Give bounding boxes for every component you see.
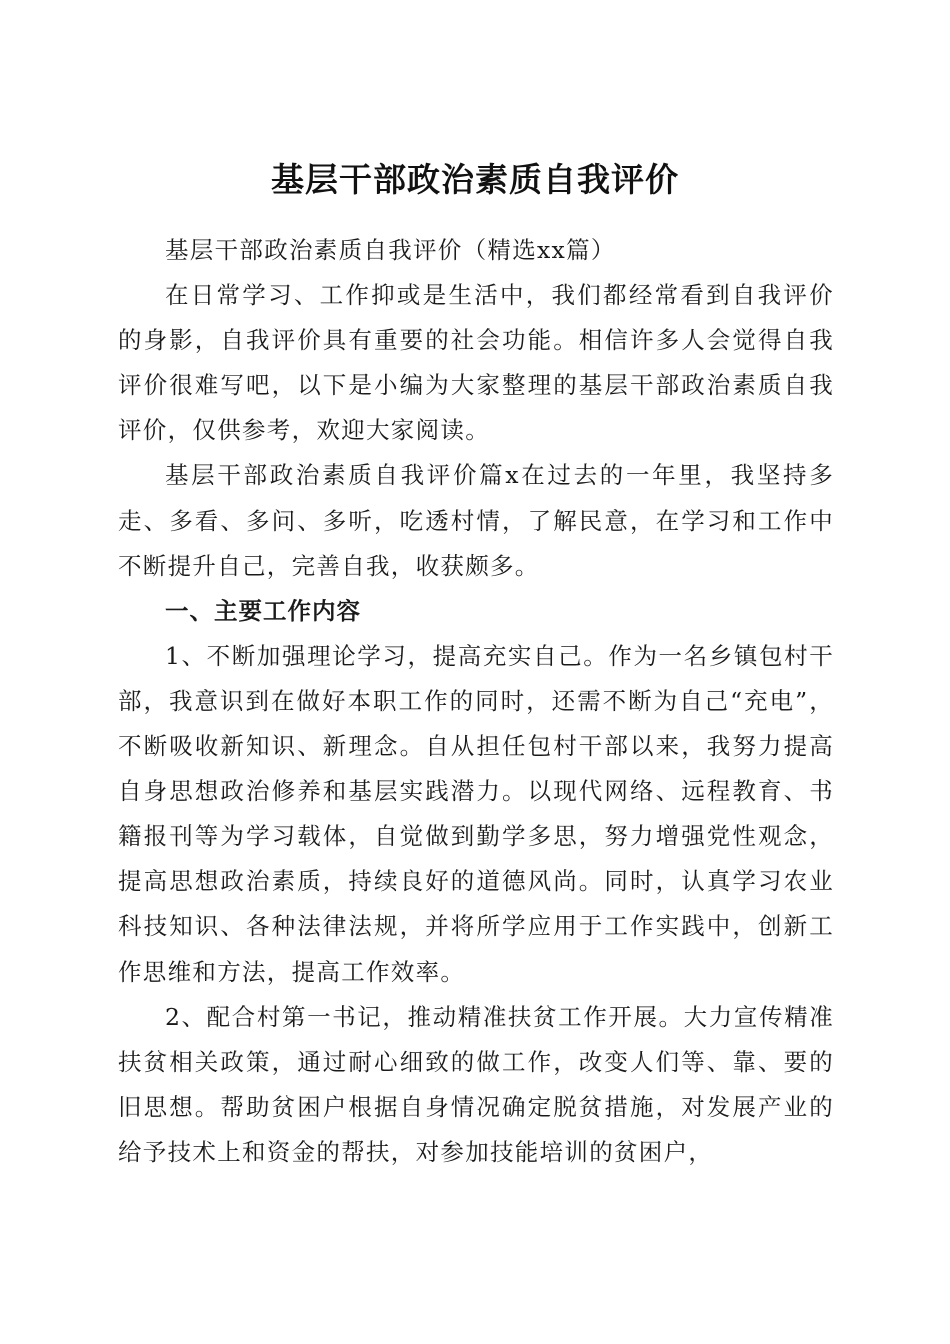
subtitle-paragraph: 基层干部政治素质自我评价（精选xx篇） — [165, 236, 616, 264]
section-heading: 一、主要工作内容 — [165, 596, 361, 625]
document-body — [118, 228, 834, 1175]
work-item-2-paragraph: 2、配合村第一书记，推动精准扶贫工作开展。大力宣传精准扶贫相关政策，通过耐心细致的做工作，改变人们等、靠、要的旧思想。帮助贫困户根据自身情况确定脱贫措施，对发展产业的给予技术上和资金的帮扶，对参加技能培训的贫困户， — [118, 1002, 834, 1166]
intro-paragraph: 在日常学习、工作抑或是生活中，我们都经常看到自我评价的身影，自我评价具有重要的社会功能。相信许多人会觉得自我评价很难写吧，以下是小编为大家整理的基层干部政治素质自我评价，仅供参考，欢迎大家阅读。 — [118, 281, 834, 445]
work-item-1-paragraph: 1、不断加强理论学习，提高充实自己。作为一名乡镇包村干部，我意识到在做好本职工作的同时，还需不断为自己“充电”，不断吸收新知识、新理念。自从担任包村干部以来，我努力提高自身思想政治修养和基层实践潜力。以现代网络、远程教育、书籍报刊等为学习载体，自觉做到勤学多思，努力增强党性观念，提高思想政治素质，持续良好的道德风尚。同时，认真学习农业科技知识、各种法律法规，并将所学应用于工作实践中，创新工作思维和方法，提高工作效率。 — [118, 641, 834, 986]
article-opening-paragraph: 基层干部政治素质自我评价篇x在过去的一年里，我坚持多走、多看、多问、多听，吃透村情，了解民意，在学习和工作中不断提升自己，完善自我，收获颇多。 — [118, 461, 834, 580]
document-title: 基层干部政治素质自我评价 — [271, 160, 679, 200]
